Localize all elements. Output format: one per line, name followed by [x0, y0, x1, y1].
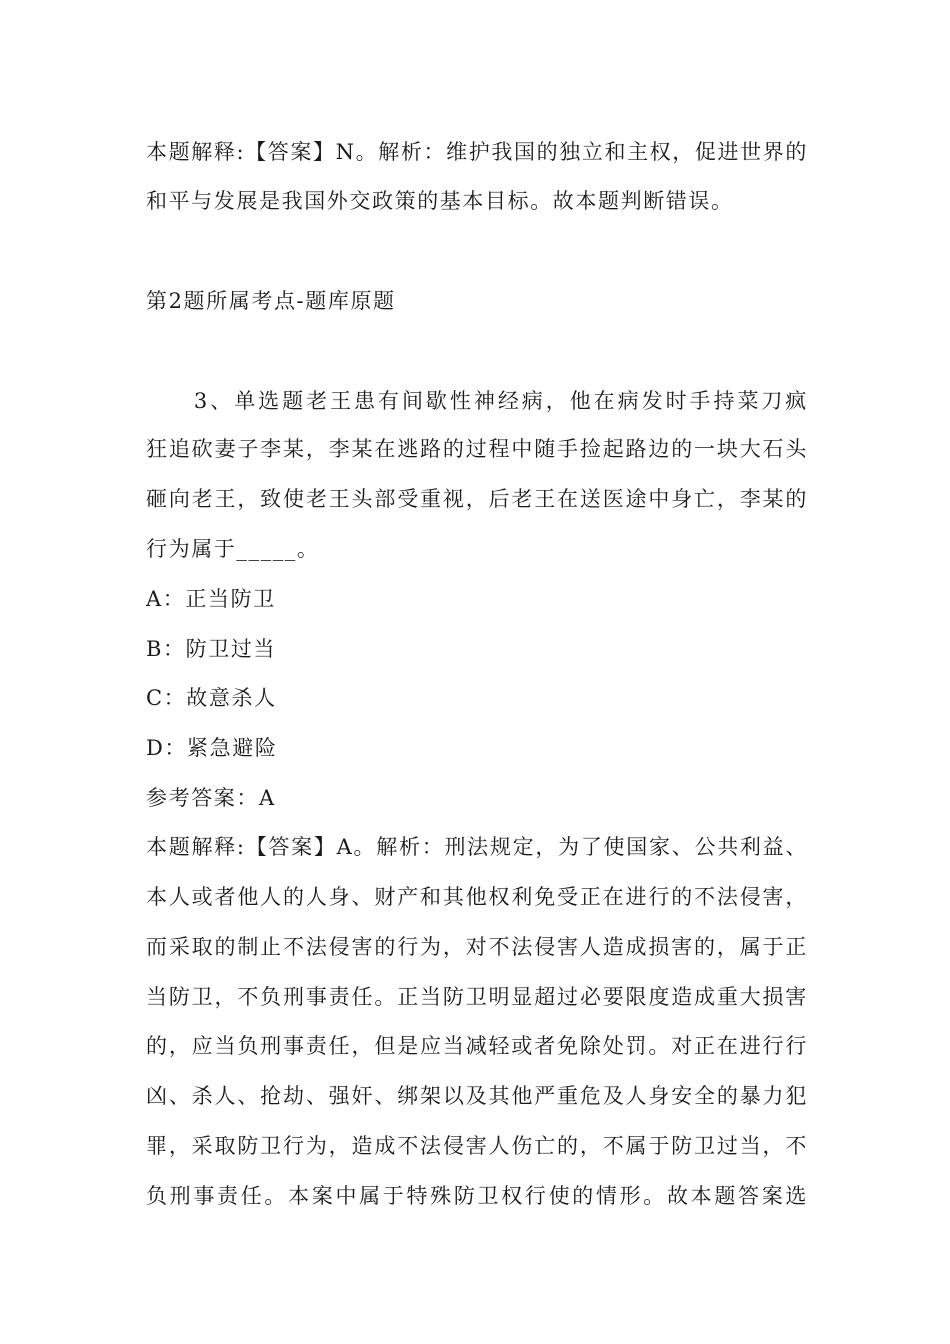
- explanation-line: 罪，采取防卫行为，造成不法侵害人伤亡的，不属于防卫过当，不: [146, 1134, 808, 1158]
- explanation-line: 本题解释:【答案】A。解析：刑法规定，为了使国家、公共利益、: [146, 835, 808, 859]
- question-stem-line: 3、单选题老王患有间歇性神经病，他在病发时手持菜刀疯: [146, 389, 808, 413]
- question-source: 第2题所属考点-题库原题: [146, 289, 396, 313]
- reference-answer: 参考答案：A: [146, 786, 276, 810]
- option-a: A：正当防卫: [146, 587, 276, 611]
- option-b: B：防卫过当: [146, 637, 277, 661]
- explanation-line: 本题解释:【答案】N。解析：维护我国的独立和主权，促进世界的: [146, 140, 808, 164]
- explanation-line: 当防卫，不负刑事责任。正当防卫明显超过必要限度造成重大损害: [146, 985, 808, 1009]
- option-c: C：故意杀人: [146, 686, 277, 710]
- question-stem-line: 砸向老王，致使老王头部受重视，后老王在送医途中身亡，李某的: [146, 487, 808, 511]
- explanation-line: 本人或者他人的人身、财产和其他权利免受正在进行的不法侵害，: [146, 885, 808, 909]
- question-stem-line: 狂追砍妻子李某，李某在逃路的过程中随手捡起路边的一块大石头: [146, 437, 808, 461]
- explanation-line: 和平与发展是我国外交政策的基本目标。故本题判断错误。: [146, 189, 734, 213]
- explanation-line: 而采取的制止不法侵害的行为，对不法侵害人造成损害的，属于正: [146, 935, 808, 959]
- explanation-line: 凶、杀人、抢劫、强奸、绑架以及其他严重危及人身安全的暴力犯: [146, 1084, 808, 1108]
- explanation-line: 负刑事责任。本案中属于特殊防卫权行使的情形。故本题答案选: [146, 1184, 808, 1208]
- option-d: D：紧急避险: [146, 736, 278, 760]
- question-stem-line: 行为属于_____。: [146, 537, 320, 561]
- explanation-line: 的，应当负刑事责任，但是应当减轻或者免除处罚。对正在进行行: [146, 1034, 808, 1058]
